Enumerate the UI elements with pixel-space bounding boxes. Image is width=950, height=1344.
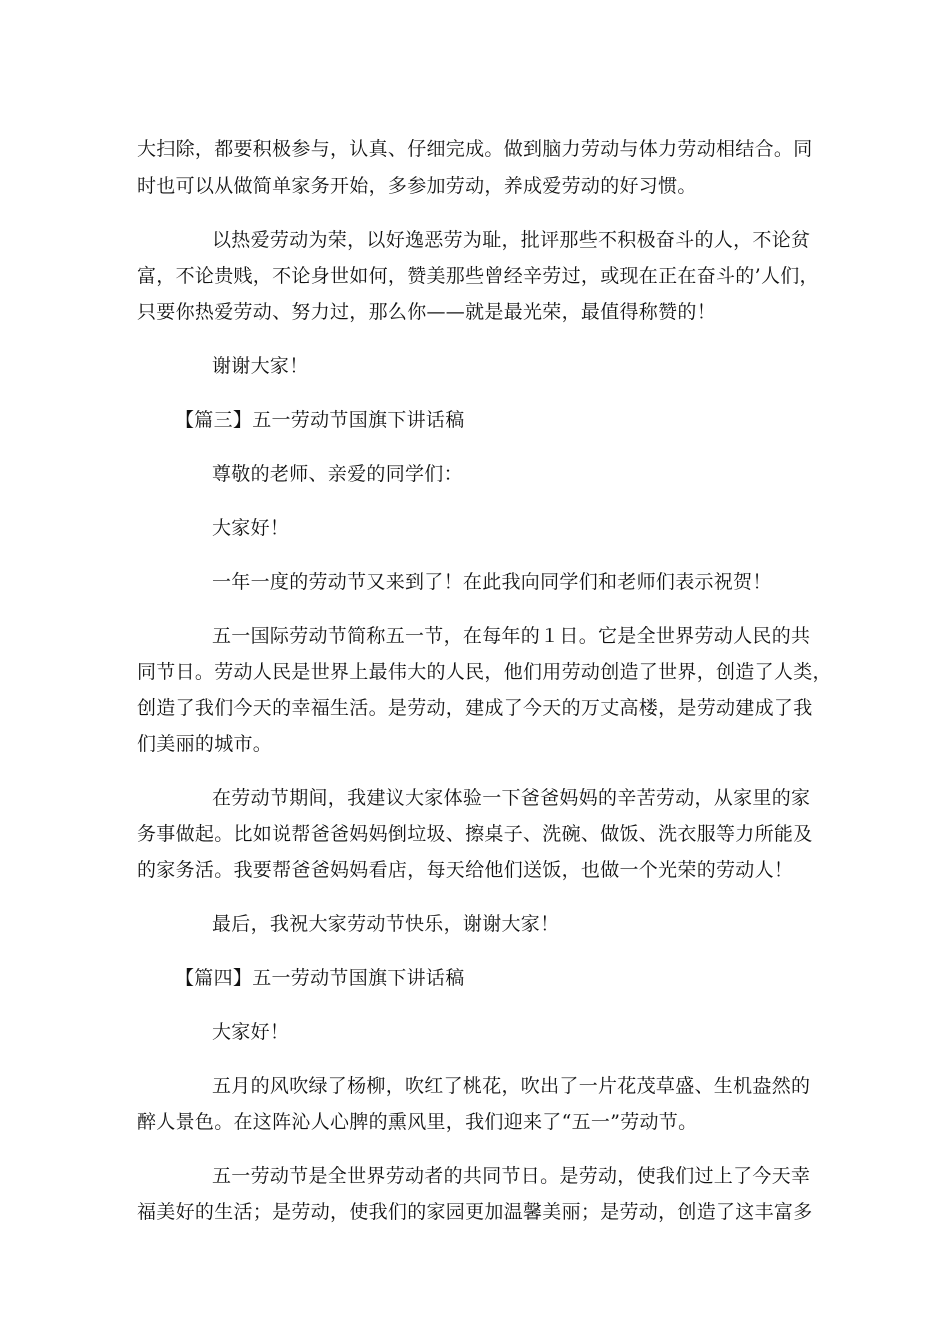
paragraph-line: 的家务活。我要帮爸爸妈妈看店，每天给他们送饭，也做一个光荣的劳动人！	[137, 859, 794, 881]
paragraph-line: 时也可以从做简单家务开始，多参加劳动，养成爱劳动的好习惯。	[137, 175, 697, 197]
paragraph-line: 以热爱劳动为荣，以好逸恶劳为耻，批评那些不积极奋斗的人，不论贫	[212, 229, 811, 251]
paragraph-line: 大扫除，都要积极参与，认真、仔细完成。做到脑力劳动与体力劳动相结合。同	[137, 138, 813, 160]
paragraph-line: 五月的风吹绿了杨柳，吹红了桃花，吹出了一片花茂草盛、生机盎然的	[212, 1075, 811, 1097]
paragraph-line: 五一劳动节是全世界劳动者的共同节日。是劳动，使我们过上了今天幸	[212, 1165, 811, 1187]
paragraph-line: 大家好！	[212, 517, 290, 539]
paragraph-line: 务事做起。比如说帮爸爸妈妈倒垃圾、擦桌子、洗碗、做饭、洗衣服等力所能及	[137, 823, 813, 845]
paragraph-line: 尊敬的老师、亲爱的同学们：	[212, 463, 463, 485]
paragraph-line: 在劳动节期间，我建议大家体验一下爸爸妈妈的辛苦劳动，从家里的家	[212, 787, 811, 809]
paragraph-line: 最后，我祝大家劳动节快乐，谢谢大家！	[212, 913, 560, 935]
section-heading: 【篇三】五一劳动节国旗下讲话稿	[175, 409, 465, 431]
paragraph-line: 创造了我们今天的幸福生活。是劳动，建成了今天的万丈高楼，是劳动建成了我	[137, 697, 813, 719]
section-heading: 【篇四】五一劳动节国旗下讲话稿	[175, 967, 465, 989]
paragraph-line: 们美丽的城市。	[137, 733, 273, 755]
paragraph-line: 五一国际劳动节简称五一节，在每年的１日。它是全世界劳动人民的共	[212, 625, 811, 647]
paragraph-line: 醉人景色。在这阵沁人心脾的熏风里，我们迎来了“五一”劳动节。	[137, 1111, 698, 1133]
paragraph-line: 福美好的生活；是劳动，使我们的家园更加温馨美丽；是劳动，创造了这丰富多	[137, 1201, 813, 1223]
paragraph-line: 同节日。劳动人民是世界上最伟大的人民，他们用劳动创造了世界，创造了人类，	[137, 661, 832, 683]
paragraph-line: 大家好！	[212, 1021, 290, 1043]
paragraph-line: 谢谢大家！	[212, 355, 309, 377]
paragraph-line: 只要你热爱劳动、努力过，那么你——就是最光荣，最值得称赞的！	[137, 301, 717, 323]
paragraph-line: 富，不论贵贱，不论身世如何，赞美那些曾经辛劳过，或现在正在奋斗的’人们，	[137, 265, 819, 287]
paragraph-line: 一年一度的劳动节又来到了！在此我向同学们和老师们表示祝贺！	[212, 571, 772, 593]
